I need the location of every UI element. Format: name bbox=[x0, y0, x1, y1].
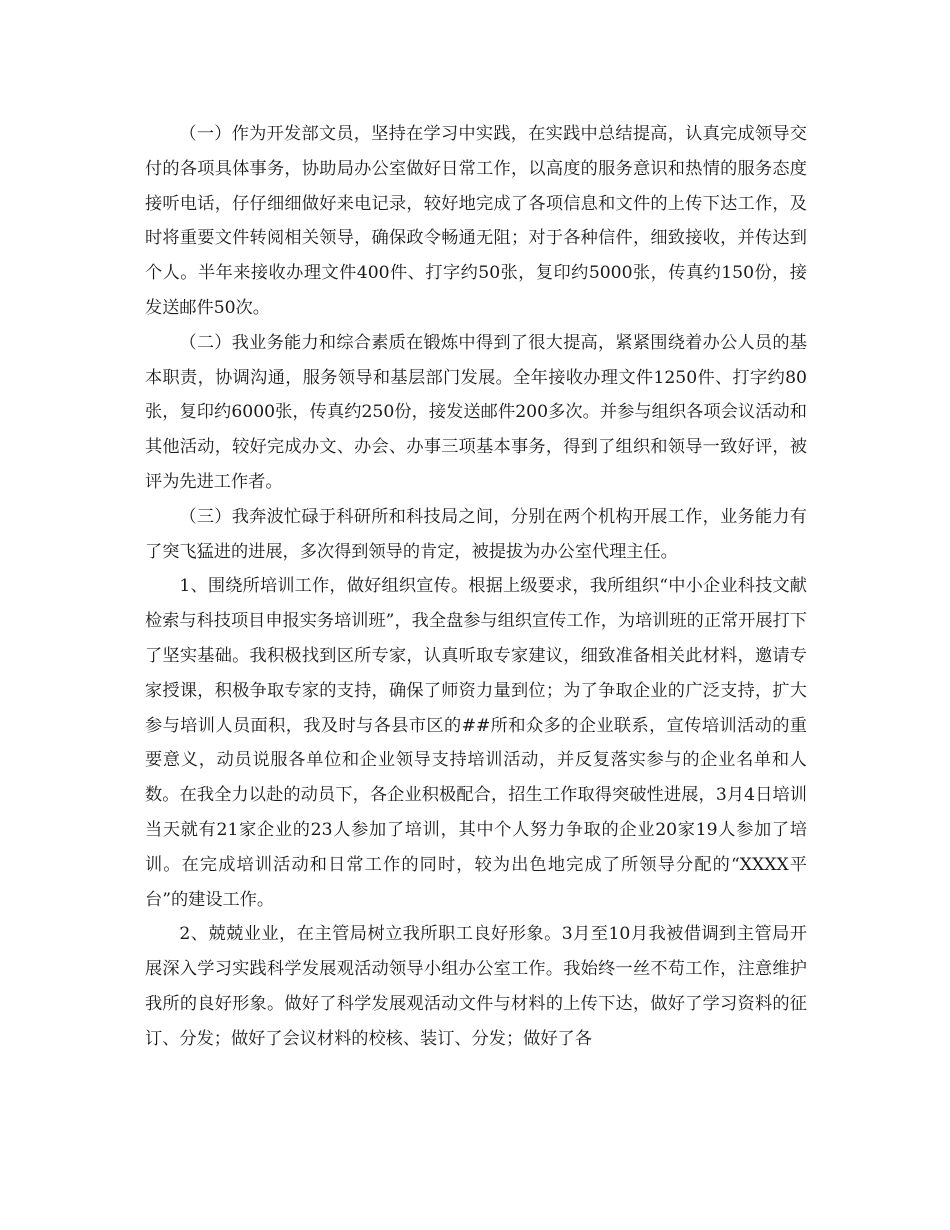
document-page bbox=[145, 117, 807, 1057]
paragraph-4: 1、围绕所培训工作，做好组织宣传。根据上级要求，我所组织“中小企业科技文献检索与科技项目申报实务培训班”，我全盘参与组织宣传工作，为培训班的正常开展打下了坚实基础。我积极找到区所专家，认真听取专家建议，细致准备相关此材料，邀请专家授课，积极争取专家的支持，确保了师资力量到位；为了争取企业的广泛支持，扩大参与培训人员面积，我及时与各县市区的##所和众多的企业联系，宣传培训活动的重要意义，动员说服各单位和企业领导支持培训活动，并反复落实参与的企业名单和人数。在我全力以赴的动员下，各企业积极配合，招生工作取得突破性进展，3月4日培训当天就有21家企业的23人参加了培训，其中个人努力争取的企业20家19人参加了培训。在完成培训活动和日常工作的同时，较为出色地完成了所领导分配的“XXXX平台”的建设工作。 bbox=[145, 576, 807, 910]
paragraph-3: （三）我奔波忙碌于科研所和科技局之间，分别在两个机构开展工作，业务能力有了突飞猛进的进展，多次得到领导的肯定，被提拔为办公室代理主任。 bbox=[145, 506, 807, 562]
paragraph-2: （二）我业务能力和综合素质在锻炼中得到了很大提高，紧紧围绕着办公人员的基本职责，协调沟通，服务领导和基层部门发展。全年接收办理文件1250件、打字约80张，复印约6000张，传真约250份，接发送邮件200多次。并参与组织各项会议活动和其他活动，较好完成办文、办会、办事三项基本事务，得到了组织和领导一致好评，被评为先进工作者。 bbox=[145, 332, 807, 492]
paragraph-1: （一）作为开发部文员，坚持在学习中实践，在实践中总结提高，认真完成领导交付的各项具体事务，协助局办公室做好日常工作，以高度的服务意识和热情的服务态度接听电话，仔仔细细做好来电记录，较好地完成了各项信息和文件的上传下达工作，及时将重要文件转阅相关领导，确保政令畅通无阻；对于各种信件，细致接收，并传达到个人。半年来接收办理文件400件、打字约50张，复印约5000张，传真约150份，接发送邮件50次。 bbox=[145, 124, 807, 318]
paragraph-5: 2、兢兢业业，在主管局树立我所职工良好形象。3月至10月我被借调到主管局开展深入学习实践科学发展观活动领导小组办公室工作。我始终一丝不苟工作，注意维护我所的良好形象。做好了科学发展观活动文件与材料的上传下达，做好了学习资料的征订、分发；做好了会议材料的校核、装订、分发；做好了各 bbox=[145, 924, 807, 1049]
